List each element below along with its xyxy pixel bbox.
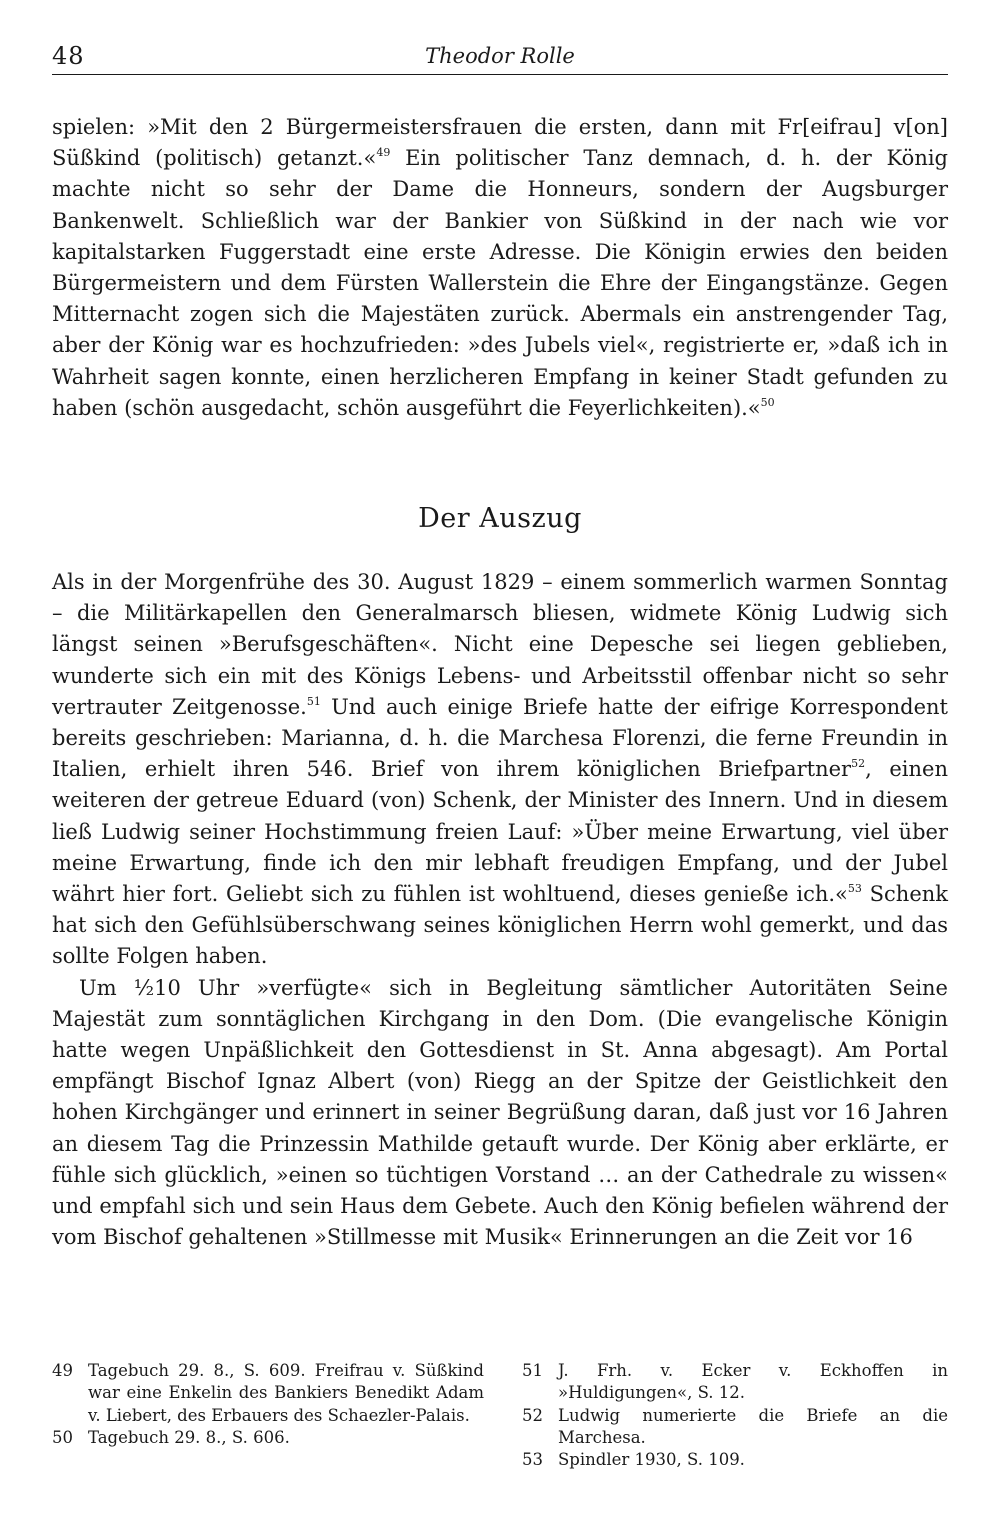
footnote-number: 53: [522, 1450, 543, 1470]
section-heading: Der Auszug: [418, 503, 582, 534]
footnote-text: J. Frh. v. Ecker v. Eckhoffen in »Huldigungen«, S. 12.: [558, 1361, 948, 1403]
footnote-text: Ludwig numerierte die Briefe an die Marchesa.: [558, 1405, 948, 1447]
footnote: [522, 1360, 948, 1405]
footnote-ref: 51: [306, 694, 321, 708]
section-body: [52, 567, 948, 1253]
page-number: 48: [52, 42, 85, 70]
footnote: [52, 1427, 484, 1449]
paragraph-text: Schenk hat sich den Gefühlsüberschwang seines königlichen Herrn wohl gemerkt, und das sollte Folgen haben.: [52, 882, 949, 969]
footnote-ref: 52: [851, 757, 866, 771]
footnote-text: Tagebuch 29. 8., S. 606.: [88, 1427, 290, 1447]
footnote-number: 51: [522, 1361, 543, 1380]
footnote-ref: 53: [847, 882, 862, 896]
paragraph-text: Um ½10 Uhr »verfügte« sich in Begleitung sämtlicher Autoritäten Seine Majestät zum sonntäglichen Kirchgang in den Dom. (Die evangelische Königin hatte wegen Unpäßlichkeit den Gottesdienst in St. Anna abgesagt). Am Portal empfängt Bischof Ignaz Albert (von) Riegg an der Spitze der Geistlichkeit den hohen Kirchgänger und erinnert in seiner Begrüßung daran, daß just vor 16 Jahren an diesem Tag die Prinzessin Mathilde getauft wurde. Der König aber erklärte, er fühle sich glücklich, »einen so tüchtigen Vorstand … an der Cathedrale zu wissen« und empfahl sich und sein Haus dem Gebete. Auch den König befielen während der vom Bischof gehaltenen »Stillmesse mit Musik« Erinnerungen an die Zeit vor 16: [52, 975, 948, 1250]
body-paragraph: [52, 112, 948, 424]
body-paragraph: [52, 567, 948, 973]
paragraph-text: Als in der Morgenfrühe des 30. August 1829 – einem sommerlich warmen Sonntag – die Militärkapellen den Generalmarsch bliesen, widmete König Ludwig sich längst seinen »Berufsgeschäften«. Nicht eine Depesche sei liegen geblieben, wunderte sich ein mit des Königs Lebens- und Arbeitsstil offenbar nicht so sehr vertrauter Zeitgenosse.: [52, 570, 948, 719]
footnote: [522, 1405, 948, 1450]
footnote-ref: 50: [760, 395, 775, 409]
body-paragraph: [52, 973, 948, 1254]
footnote-number: 49: [52, 1361, 73, 1380]
footnote-text: Spindler 1930, S. 109.: [558, 1450, 745, 1470]
paragraph-text: Und auch einige Briefe hatte der eifrige Korrespondent bereits geschrieben: Marianna, d. h. die Marchesa Florenzi, die ferne Freundin in Italien, erhielt ihren 546. Brief von ihrem königlichen Briefpartner: [52, 694, 948, 782]
paragraph-text: , einen weiteren der getreue Eduard (von) Schenk, der Minister des Innern. Und in diesem ließ Ludwig seiner Hochstimmung freien Lauf: »Über meine Erwartung, viel über meine Erwartung, finde ich den mir lebhaft freudigen Empfang, und der Jubel währt hier fort. Geliebt sich zu fühlen ist wohltuend, dieses genieße ich.«: [52, 757, 948, 907]
footnote-column-left: [52, 1360, 484, 1449]
paragraph-text: spielen: »Mit den 2 Bürgermeistersfrauen die ersten, dann mit Fr[eifrau] v[on] Süßkind (politisch) getanzt.«: [52, 115, 948, 171]
footnote-number: 50: [52, 1427, 73, 1447]
footnote: [52, 1360, 484, 1427]
paragraph-text: Ein politischer Tanz demnach, d. h. der König machte nicht so sehr der Dame die Honneurs, sondern der Augsburger Bankenwelt. Schließlich war der Bankier von Süßkind in der nach wie vor kapitalstarken Fuggerstadt eine erste Adresse. Die Königin erwies den beiden Bürgermeistern und dem Fürsten Wallerstein die Ehre der Eingangstänze. Gegen Mitternacht zogen sich die Majestäten zurück. Abermals ein anstrengender Tag, aber der König war es hochzufrieden: »des Jubels viel«, registrierte er, »daß ich in Wahrheit sagen konnte, einen herzlicheren Empfang in keiner Stadt gefunden zu haben (schön ausgedacht, schön ausgeführt die Feyerlichkeiten).«: [52, 146, 948, 420]
footnote-number: 52: [522, 1405, 543, 1425]
footnote-column-right: [522, 1360, 948, 1471]
footnote-text: Tagebuch 29. 8., S. 609. Freifrau v. Süßkind war eine Enkelin des Bankiers Benedikt Adam v. Liebert, des Erbauers des Schaezler-Palais.: [88, 1361, 484, 1425]
page-header: [52, 40, 948, 75]
footnote: [522, 1449, 948, 1471]
running-title: Theodor Rolle: [425, 44, 575, 68]
footnote-ref: 49: [376, 146, 391, 160]
